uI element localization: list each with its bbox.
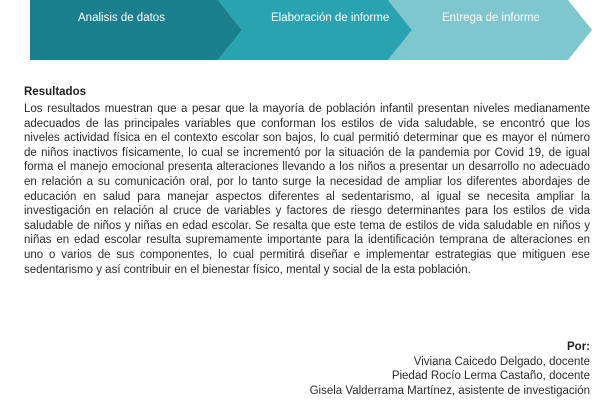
process-steps-banner [0,0,612,60]
author-line: Piedad Rocío Lerma Castaño, docente [391,370,590,382]
step-3-label: Entrega de informe [442,12,540,24]
signature-block [310,340,590,398]
author-line: Gisela Valderrama Martínez, asistente de investigación [309,384,590,397]
section-heading: Resultados [24,86,86,98]
chevron-steps-graphic [0,0,612,60]
author-line: Viviana Caicedo Delgado, docente [413,355,590,368]
step-2-chevron [218,0,412,60]
signature-title: Por: [567,341,590,353]
step-1-label: Analisis de datos [78,12,165,24]
step-1-chevron [30,0,242,60]
step-2-label: Elaboración de informe [271,12,390,24]
step-3-chevron [388,0,592,60]
results-paragraph: Los resultados muestran que a pesar que la mayoría de población infantil presentan niveles medianamente adecuados de las principales variables que conforman los estilos de vida saludable, se encontró que los niveles actividad física en el contexto escolar son bajos, lo cual permitió determinar que es mayor el número de niños inactivos físicamente, lo cual se incrementó por la situación de la pandemia por Covid 19, de igual forma el manejo emocional presenta alteraciones llevando a los niños a presentar un desarrollo no adecuado en relación a su comunicación oral, por lo tanto surge la necesidad de ampliar los diferentes abordajes de educación en salud para manejar aspectos diferentes al sedentarismo, al igual se necesita ampliar la investigación en relación al cruce de variables y factores de riesgo determinantes para los estilos de vida saludable de niños y niñas en edad escolar. Se resalta que este tema de estilos de vida saludable en niños y niñas en edad escolar resulta supremamente importante para la identificación temprana de alteraciones en uno o varios de sus componentes, lo cual permitirá diseñar e implementar estrategias que mitiguen ese sedentarismo y así contribuir en el bienestar físico, mental y social de la esta población. [24,103,590,276]
